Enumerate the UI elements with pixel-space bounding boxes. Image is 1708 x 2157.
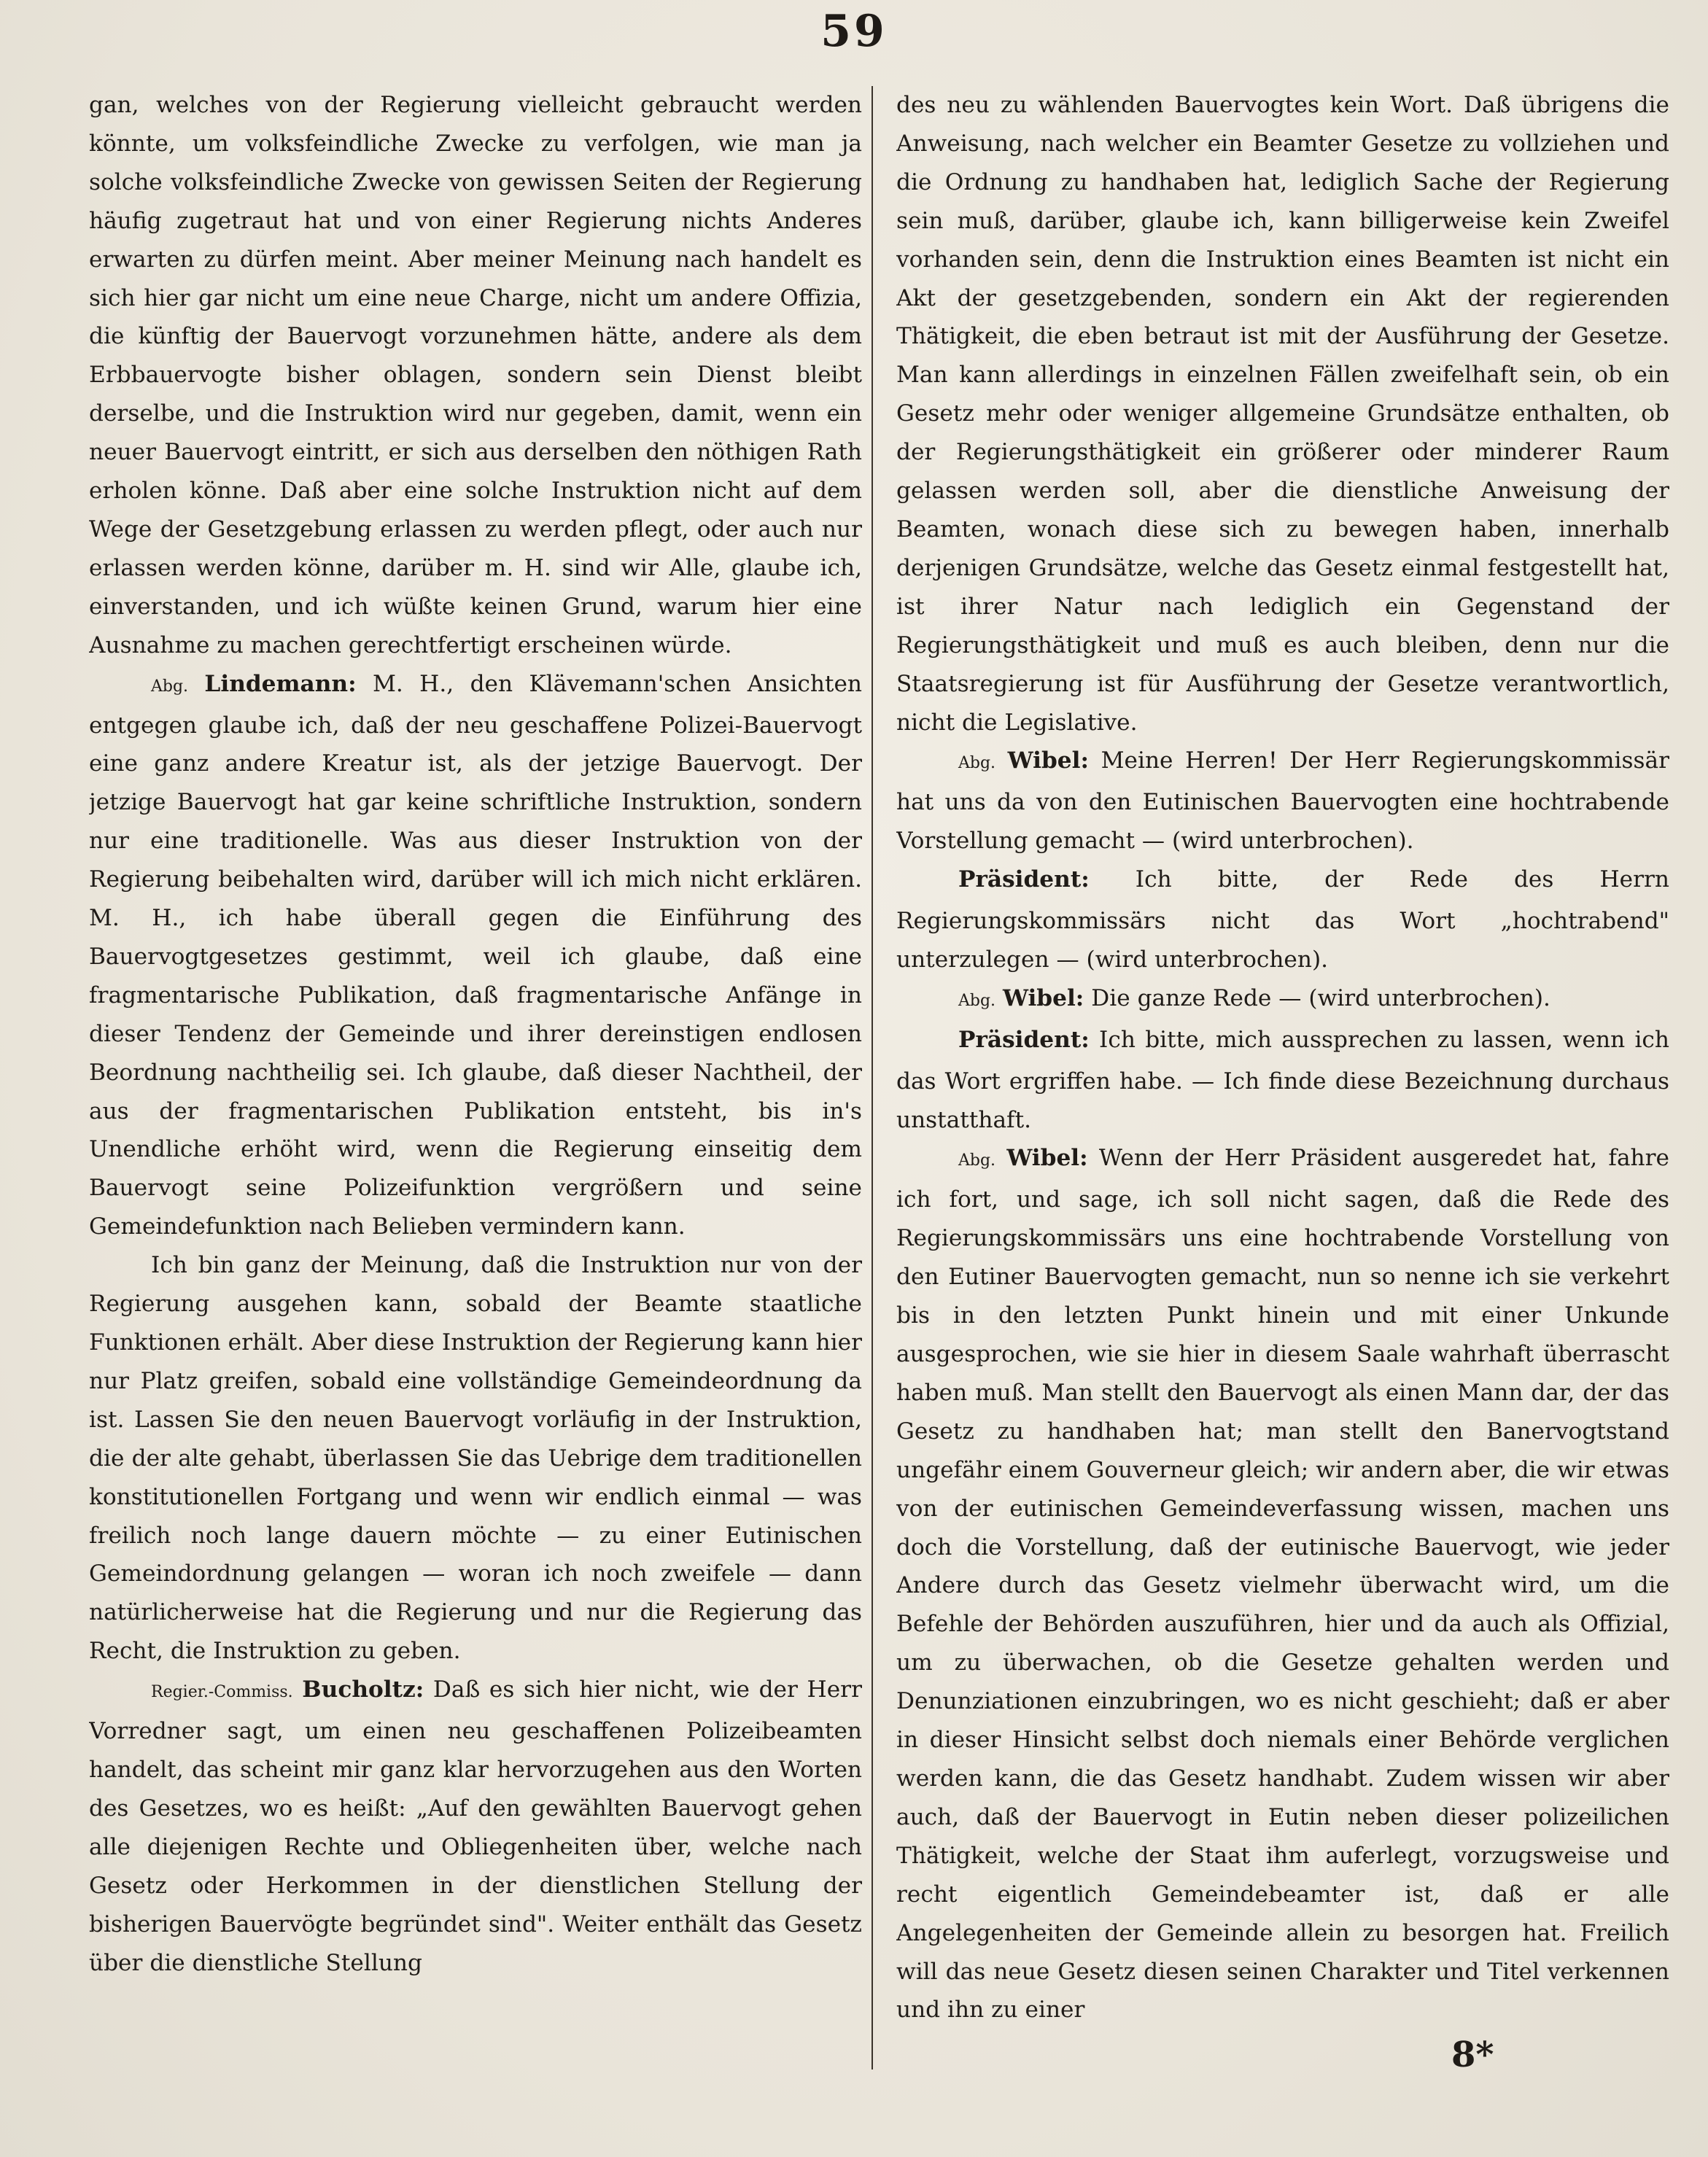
speaker-title: Abg. (958, 754, 996, 773)
speaker-name: Präsident: (958, 866, 1090, 893)
paragraph-text: Daß es sich hier nicht, wie der Herr Vorredner sagt, um einen neu geschaffenen Polizeibeamten handelt, das scheint mir ganz klar hervorzugehen aus den Worten des Gesetzes, wo es heißt: „Auf den gewählten Bauervogt gehen alle diejenigen Rechte und Obliegenheiten über, welche nach Gesetz oder Herkommen in der dienstlichen Stellung der bisherigen Bauervögte begründet sind". Weiter enthält das Gesetz über die dienstliche Stellung (89, 1676, 862, 1976)
speaker-title: Regier.-Commiss. (151, 1683, 293, 1702)
paragraph-text: Ich bitte, mich aussprechen zu lassen, wenn ich das Wort ergriffen habe. — Ich finde diese Bezeichnung durchaus unstatthaft. (896, 1026, 1669, 1133)
speech-paragraph (896, 860, 1669, 979)
column-divider (872, 86, 873, 2069)
speaker-name: Wibel: (1002, 984, 1084, 1011)
paragraph-text: gan, welches von der Regierung vielleicht gebraucht werden könnte, um volksfeindliche Zwecke zu verfolgen, wie man ja solche volksfeindliche Zwecke von gewissen Seiten der Regierung häufig zugetraut hat und von einer Regierung nichts Anderes erwarten zu dürfen meint. Aber meiner Meinung nach handelt es sich hier gar nicht um eine neue Charge, nicht um andere Offizia, die künftig der Bauervogt vorzunehmen hätte, andere als dem Erbbauervogte bisher oblagen, sondern sein Dienst bleibt derselbe, und die Instruktion wird nur gegeben, damit, wenn ein neuer Bauervogt eintritt, er sich aus derselben den nöthigen Rath erholen könne. Daß aber eine solche Instruktion nicht auf dem Wege der Gesetzgebung erlassen zu werden pflegt, oder auch nur erlassen werden könne, darüber m. H. sind wir Alle, glaube ich, einverstanden, und ich wüßte keinen Grund, warum hier eine Ausnahme zu machen gerechtfertigt erscheinen würde. (89, 92, 862, 658)
speech-paragraph (896, 1021, 1669, 1140)
speech-paragraph (896, 742, 1669, 860)
speaker-name: Lindemann: (204, 670, 357, 697)
paragraph-text: Ich bin ganz der Meinung, daß die Instruktion nur von der Regierung ausgehen kann, sobald der Beamte staatliche Funktionen erhält. Aber diese Instruktion der Regierung kann hier nur Platz greifen, sobald eine vollständige Gemeindeordnung da ist. Lassen Sie den neuen Bauervogt vorläufig in der Instruktion, die der alte gehabt, überlassen Sie das Uebrige dem traditionellen konstitutionellen Fortgang und wenn wir endlich einmal — was freilich noch lange dauern möchte — zu einer Eutinischen Gemeindordnung gelangen — woran ich noch zweifele — dann natürlicherweise hat die Regierung und nur die Regierung das Recht, die Instruktion zu geben. (89, 1252, 862, 1665)
paragraph-text: M. H., den Klävemann'schen Ansichten entgegen glaube ich, daß der neu geschaffene Polizei-Bauervogt eine ganz andere Kreatur ist, als der jetzige Bauervogt. Der jetzige Bauervogt hat gar keine schriftliche Instruktion, sondern nur eine traditionelle. Was aus dieser Instruktion von der Regierung beibehalten wird, darüber will ich mich nicht erklären. M. H., ich habe überall gegen die Einführung des Bauervogtgesetzes gestimmt, weil ich glaube, daß eine fragmentarische Publikation, daß fragmentarische Anfänge in dieser Tendenz der Gemeinde und ihrer dereinstigen endlosen Beordnung nachtheilig sei. Ich glaube, daß dieser Nachtheil, der aus der fragmentarischen Publikation entsteht, bis in's Unendliche erhöht wird, wenn die Regierung einseitig dem Bauervogt seine Polizeifunktion vergrößern und seine Gemeindefunktion nach Belieben vermindern kann. (89, 670, 862, 1240)
paragraph (896, 86, 1669, 742)
speaker-title: Abg. (151, 677, 189, 696)
speaker-name: Präsident: (958, 1026, 1090, 1053)
paragraph (89, 1246, 862, 1671)
speech-paragraph (896, 1139, 1669, 2029)
paragraph-text: Wenn der Herr Präsident ausgeredet hat, fahre ich fort, und sage, ich soll nicht sagen, daß die Rede des Regierungskommissärs uns eine hochtrabende Vorstellung von den Eutiner Bauervogten gemacht, nun so nenne ich sie verkehrt bis in den letzten Punkt hinein und mit einer Unkunde ausgesprochen, wie sie hier in diesem Saale wahrhaft überrascht haben muß. Man stellt den Bauervogt als einen Mann dar, der das Gesetz zu handhaben hat; man stellt den Banervogtstand ungefähr einem Gouverneur gleich; wir andern aber, die wir etwas von der eutinischen Gemeindeverfassung wissen, machen uns doch die Vorstellung, daß der eutinische Bauervogt, wie jeder Andere durch das Gesetz vielmehr überwacht wird, um die Befehle der Behörden auszuführen, hier und da auch als Offizial, um zu überwachen, ob die Gesetze gehalten werden und Denunziationen einzubringen, wo es nicht geschieht; daß er aber in dieser Hinsicht selbst doch niemals einer Behörde verglichen werden kann, die das Gesetz handhabt. Zudem wissen wir aber auch, daß der Bauervogt in Eutin neben dieser polizeilichen Thätigkeit, welche der Staat ihm auferlegt, vorzugsweise und recht eigentlich Gemeindebeamter ist, daß er alle Angelegenheiten der Gemeinde allein zu besorgen hat. Freilich will das neue Gesetz diesen seinen Charakter und Titel verkennen und ihn zu einer (896, 1145, 1669, 2024)
signature-mark: 8* (1451, 2034, 1494, 2075)
paragraph (89, 86, 862, 665)
paragraph-text: Ich bitte, der Rede des Herrn Regierungskommissärs nicht das Wort „hochtrabend" unterzulegen — (wird unterbrochen). (896, 866, 1669, 973)
paragraph-text: Meine Herren! Der Herr Regierungskommissär hat uns da von den Eutinischen Bauervogten eine hochtrabende Vorstellung gemacht — (wird unterbrochen). (896, 747, 1669, 855)
right-column (896, 86, 1669, 2055)
speaker-title: Abg. (958, 1151, 996, 1170)
speaker-name: Wibel: (1006, 1145, 1088, 1172)
speaker-name: Wibel: (1007, 747, 1089, 774)
speaker-title: Abg. (958, 991, 996, 1010)
paragraph-text: Die ganze Rede — (wird unterbrochen). (1084, 984, 1550, 1011)
page-number: 59 (820, 6, 888, 57)
speaker-name: Bucholtz: (302, 1676, 424, 1703)
speech-paragraph (89, 1671, 862, 1982)
left-column (89, 86, 862, 2055)
speech-paragraph (89, 665, 862, 1247)
paragraph-text: des neu zu wählenden Bauervogtes kein Wort. Daß übrigens die Anweisung, nach welcher ein Beamter Gesetze zu vollziehen und die Ordnung zu handhaben hat, lediglich Sache der Regierung sein muß, darüber, glaube ich, kann billigerweise kein Zweifel vorhanden sein, denn die Instruktion eines Beamten ist nicht ein Akt der gesetzgebenden, sondern ein Akt der regierenden Thätigkeit, die eben betraut ist mit der Ausführung der Gesetze. Man kann allerdings in einzelnen Fällen zweifelhaft sein, ob ein Gesetz mehr oder weniger allgemeine Grundsätze enthalten, ob der Regierungsthätigkeit ein größerer oder minderer Raum gelassen werden soll, aber die dienstliche Anweisung der Beamten, wonach diese sich zu bewegen haben, innerhalb derjenigen Grundsätze, welche das Gesetz einmal festgestellt hat, ist ihrer Natur nach lediglich ein Gegenstand der Regierungsthätigkeit und muß es auch bleiben, denn nur die Staatsregierung ist für Ausführung der Gesetze verantwortlich, nicht die Legislative. (896, 92, 1669, 736)
speech-paragraph (896, 979, 1669, 1021)
